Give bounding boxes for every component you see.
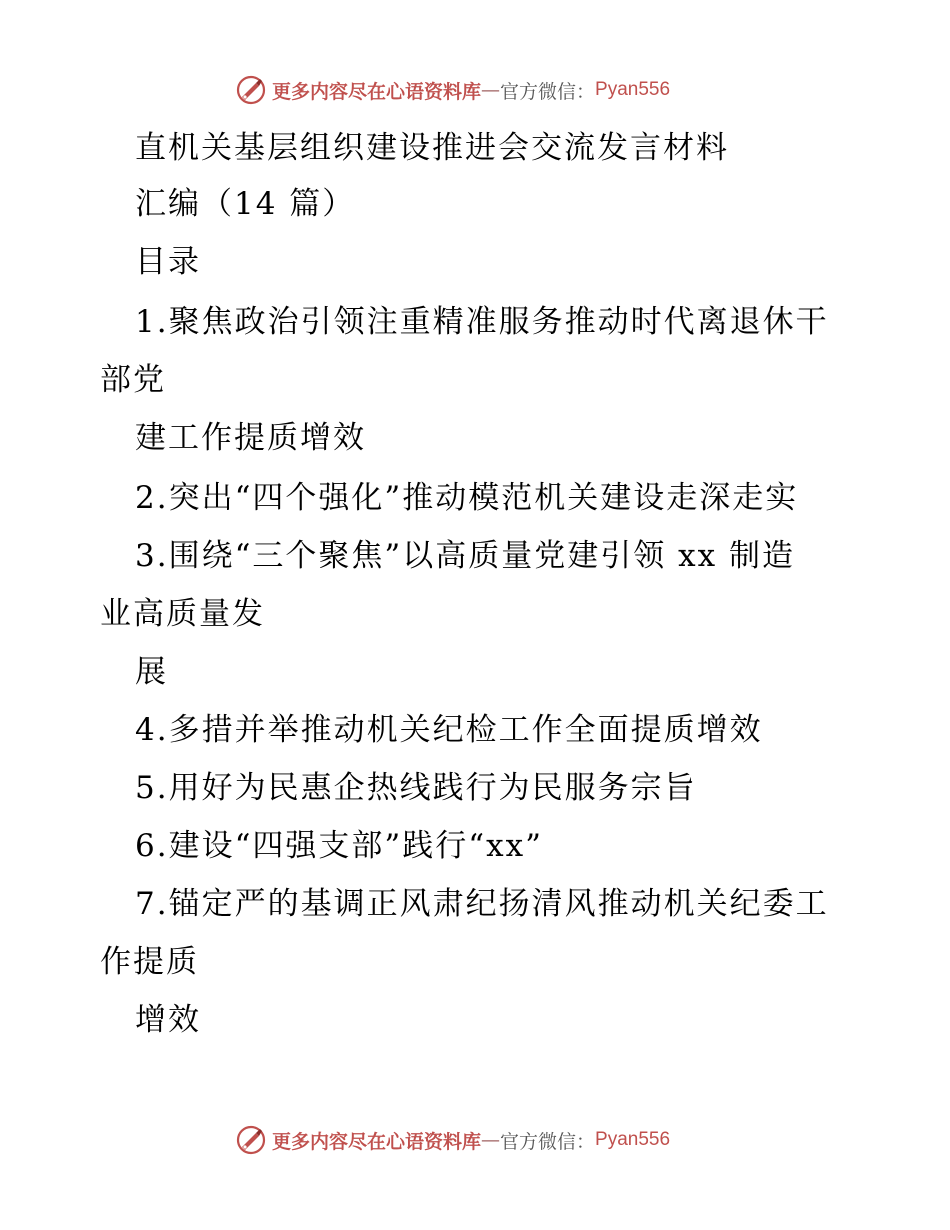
pen-logo-icon [236, 1125, 266, 1155]
watermark-separator: — [481, 1129, 501, 1151]
toc-line: 增效 [135, 1002, 201, 1038]
toc-line: 7.锚定严的基调正风肃纪扬清风推动机关纪委工 [135, 886, 829, 922]
watermark-wechat-id: Pyan556 [595, 79, 671, 100]
toc-line: 3.围绕“三个聚焦”以高质量党建引领 xx 制造 [135, 538, 795, 574]
toc-line: 业高质量发 [100, 596, 265, 632]
watermark-official-label: 官方微信： [500, 80, 596, 103]
document-title-line-2: 汇编（14 篇） [135, 186, 356, 222]
toc-line: 1.聚焦政治引领注重精准服务推动时代离退休干 [135, 304, 829, 340]
toc-line: 展 [135, 654, 168, 690]
toc-heading: 目录 [135, 244, 201, 280]
watermark-separator: — [481, 79, 501, 101]
watermark-official-label: 官方微信： [500, 1130, 596, 1153]
watermark-wechat-id: Pyan556 [595, 1129, 671, 1150]
toc-line: 部党 [100, 362, 166, 398]
toc-line: 6.建设“四强支部”践行“xx” [135, 828, 543, 864]
toc-line: 4.多措并举推动机关纪检工作全面提质增效 [135, 712, 763, 748]
watermark-text: 更多内容尽在心语资料库 [272, 1130, 482, 1153]
header-watermark [236, 73, 670, 107]
toc-line: 作提质 [100, 944, 199, 980]
toc-line: 2.突出“四个强化”推动模范机关建设走深走实 [135, 480, 799, 516]
footer-watermark [236, 1123, 670, 1157]
document-title-line-1: 直机关基层组织建设推进会交流发言材料 [135, 130, 729, 166]
toc-line: 5.用好为民惠企热线践行为民服务宗旨 [135, 770, 697, 806]
toc-line: 建工作提质增效 [135, 420, 366, 456]
watermark-text: 更多内容尽在心语资料库 [272, 80, 482, 103]
pen-logo-icon [236, 75, 266, 105]
